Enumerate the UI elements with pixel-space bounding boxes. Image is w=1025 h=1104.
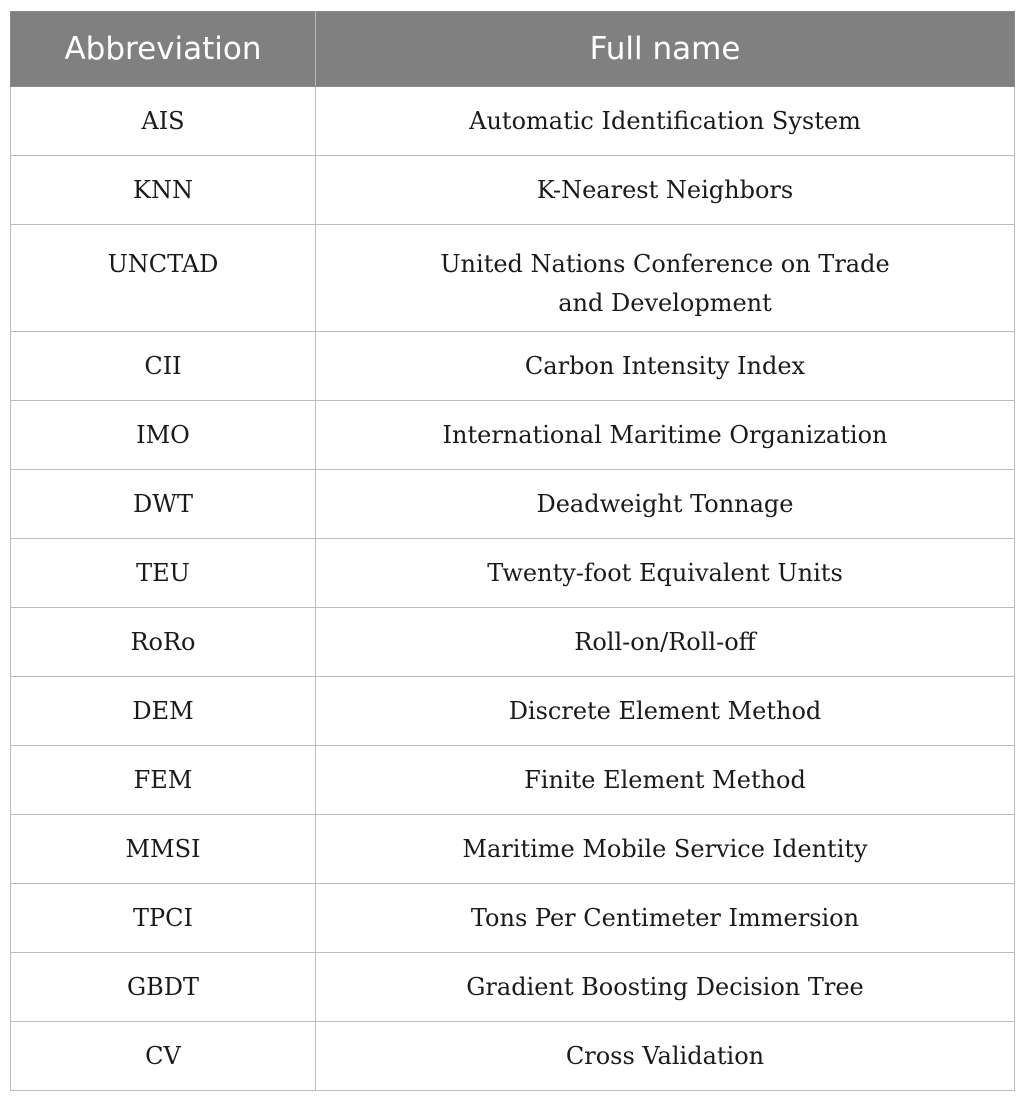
abbreviation-cell: TEU	[11, 539, 316, 608]
full-name-cell: Discrete Element Method	[316, 677, 1015, 746]
table-row	[11, 746, 1015, 815]
abbreviation-cell: CII	[11, 332, 316, 401]
table-row	[11, 884, 1015, 953]
abbreviation-cell: DEM	[11, 677, 316, 746]
table-row	[11, 401, 1015, 470]
header-full-name: Full name	[316, 12, 1015, 87]
abbreviation-cell: AIS	[11, 87, 316, 156]
full-name-cell: Carbon Intensity Index	[316, 332, 1015, 401]
full-name-cell: Deadweight Tonnage	[316, 470, 1015, 539]
table-row	[11, 815, 1015, 884]
table-row	[11, 953, 1015, 1022]
table-row	[11, 470, 1015, 539]
full-name-cell: International Maritime Organization	[316, 401, 1015, 470]
abbreviation-cell: FEM	[11, 746, 316, 815]
table-header	[11, 12, 1015, 87]
table-row	[11, 87, 1015, 156]
abbreviation-cell: GBDT	[11, 953, 316, 1022]
full-name-text: United Nations Conference on Trade and Development	[440, 250, 890, 317]
table-row	[11, 677, 1015, 746]
full-name-cell: K-Nearest Neighbors	[316, 156, 1015, 225]
full-name-cell: Twenty-foot Equivalent Units	[316, 539, 1015, 608]
full-name-cell: Finite Element Method	[316, 746, 1015, 815]
abbreviation-cell: UNCTAD	[11, 225, 316, 332]
full-name-cell: Tons Per Centimeter Immersion	[316, 884, 1015, 953]
table-row	[11, 332, 1015, 401]
header-abbreviation: Abbreviation	[11, 12, 316, 87]
full-name-cell	[316, 225, 1015, 332]
table-row	[11, 1022, 1015, 1091]
abbreviation-cell: MMSI	[11, 815, 316, 884]
abbreviation-cell: KNN	[11, 156, 316, 225]
table-row	[11, 539, 1015, 608]
full-name-cell: Automatic Identification System	[316, 87, 1015, 156]
abbreviation-cell: DWT	[11, 470, 316, 539]
abbreviation-cell: RoRo	[11, 608, 316, 677]
abbreviation-cell: TPCI	[11, 884, 316, 953]
abbreviation-cell: CV	[11, 1022, 316, 1091]
abbreviation-table	[10, 11, 1015, 1091]
full-name-cell: Gradient Boosting Decision Tree	[316, 953, 1015, 1022]
abbreviation-cell: IMO	[11, 401, 316, 470]
table-row	[11, 156, 1015, 225]
table-body	[11, 87, 1015, 1091]
full-name-cell: Cross Validation	[316, 1022, 1015, 1091]
full-name-cell: Roll-on/Roll-off	[316, 608, 1015, 677]
table-row	[11, 225, 1015, 332]
table-row	[11, 608, 1015, 677]
full-name-cell: Maritime Mobile Service Identity	[316, 815, 1015, 884]
abbreviation-table-container	[10, 11, 1014, 1091]
header-row	[11, 12, 1015, 87]
